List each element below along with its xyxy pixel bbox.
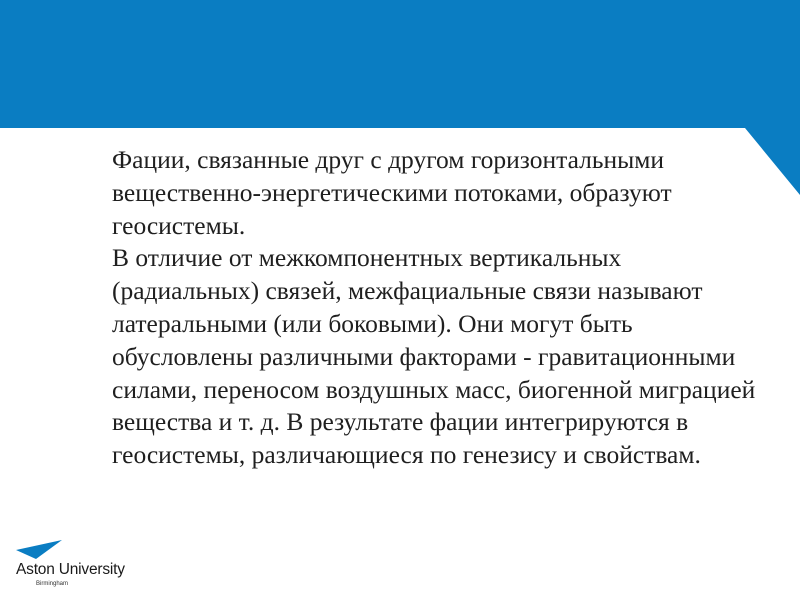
aston-university-logo [14, 538, 144, 592]
aston-triangle-icon [14, 538, 64, 560]
slide-body-text [112, 144, 772, 472]
paragraph-lateral-links: В отличие от межкомпонентных вертикальных (радиальных) связей, межфациальные связи называют латеральными (или боковыми). Они могут быть обусловлены различными факторами - гравитационными силами, переносом воздушных масс, биогенной миграцией вещества и т. д. В результате фации интегрируются в геосистемы, различающиеся по генезису и свойствам. [112, 243, 756, 470]
paragraph-facies-geosystems: Фации, связанные друг с другом горизонтальными вещественно-энергетическими потоками, образуют геосистемы. [112, 145, 672, 240]
logo-city: Birmingham [36, 581, 69, 587]
logo-name: Aston University [16, 561, 125, 578]
